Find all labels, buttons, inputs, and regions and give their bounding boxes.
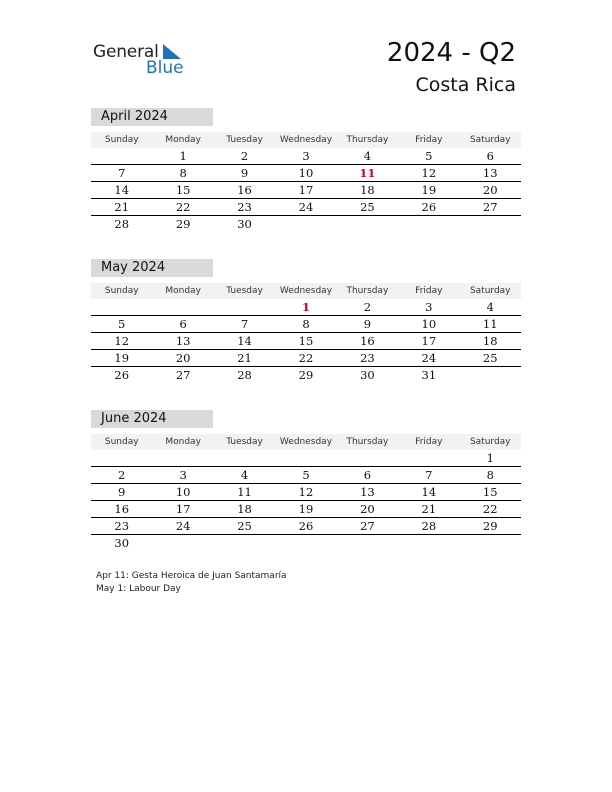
day-cell: 10 bbox=[421, 317, 437, 331]
day-cell: 2 bbox=[118, 468, 126, 482]
weekday-sunday: Sunday bbox=[104, 135, 139, 145]
day-cell: 13 bbox=[360, 485, 375, 499]
day-cell: 26 bbox=[114, 368, 130, 382]
day-cell: 11 bbox=[482, 317, 498, 331]
weekday-monday: Monday bbox=[165, 286, 201, 296]
day-cell: 6 bbox=[363, 468, 372, 482]
week-row bbox=[91, 501, 521, 518]
empty-day-cell bbox=[275, 535, 336, 551]
week-row bbox=[91, 165, 521, 182]
week-row bbox=[91, 518, 521, 535]
holiday-note: May 1: Labour Day bbox=[96, 583, 181, 594]
week-row bbox=[91, 484, 521, 501]
empty-day-cell bbox=[460, 367, 521, 383]
day-cell: 30 bbox=[360, 368, 375, 382]
day-cell: 10 bbox=[175, 485, 191, 499]
day-cell: 15 bbox=[175, 183, 191, 197]
week-row bbox=[91, 299, 521, 316]
day-cell: 6 bbox=[486, 149, 494, 163]
day-cell: 25 bbox=[482, 351, 498, 365]
week-row bbox=[91, 148, 521, 165]
weekday-tuesday: Tuesday bbox=[226, 437, 263, 447]
weekday-friday: Friday bbox=[415, 437, 443, 447]
day-cell: 4 bbox=[240, 468, 249, 482]
day-cell: 18 bbox=[482, 334, 498, 348]
weekday-thursday: Thursday bbox=[346, 286, 389, 296]
empty-day-cell bbox=[214, 450, 275, 466]
day-cell: 14 bbox=[237, 334, 252, 348]
week-row bbox=[91, 450, 521, 467]
day-cell: 8 bbox=[486, 468, 494, 482]
day-cell: 20 bbox=[360, 502, 375, 516]
day-cell: 24 bbox=[421, 351, 437, 365]
empty-day-cell bbox=[398, 450, 459, 466]
day-cell: 22 bbox=[298, 351, 314, 365]
day-cell: 17 bbox=[298, 183, 314, 197]
day-cell: 10 bbox=[298, 166, 314, 180]
day-cell: 6 bbox=[179, 317, 187, 331]
weekday-friday: Friday bbox=[415, 286, 443, 296]
country-name: Costa Rica bbox=[415, 74, 516, 96]
generalblue-logo bbox=[93, 40, 193, 80]
day-cell: 16 bbox=[360, 334, 375, 348]
month-label: May 2024 bbox=[91, 259, 213, 277]
day-cell: 2 bbox=[363, 300, 372, 314]
day-cell: 14 bbox=[114, 183, 130, 197]
day-cell: 18 bbox=[360, 183, 375, 197]
empty-day-cell bbox=[275, 216, 336, 232]
day-cell: 19 bbox=[421, 183, 437, 197]
day-cell: 24 bbox=[175, 519, 191, 533]
day-cell: 17 bbox=[421, 334, 437, 348]
day-cell: 30 bbox=[114, 536, 130, 550]
weekday-thursday: Thursday bbox=[346, 135, 389, 145]
month-april bbox=[91, 108, 521, 232]
day-cell: 20 bbox=[482, 183, 498, 197]
day-cell: 26 bbox=[421, 200, 437, 214]
day-cell: 9 bbox=[240, 166, 249, 180]
day-cell: 31 bbox=[421, 368, 437, 382]
day-cell: 21 bbox=[237, 351, 252, 365]
weekday-header bbox=[91, 434, 521, 450]
month-label: April 2024 bbox=[91, 108, 213, 126]
day-cell: 14 bbox=[421, 485, 437, 499]
day-cell: 7 bbox=[240, 317, 249, 331]
day-cell: 12 bbox=[298, 485, 314, 499]
day-cell: 15 bbox=[482, 485, 498, 499]
day-cell: 20 bbox=[175, 351, 191, 365]
weekday-wednesday: Wednesday bbox=[279, 437, 333, 447]
empty-day-cell bbox=[337, 450, 398, 466]
empty-day-cell bbox=[91, 148, 152, 164]
day-cell: 23 bbox=[360, 351, 375, 365]
day-cell: 24 bbox=[298, 200, 314, 214]
week-row bbox=[91, 199, 521, 216]
weekday-thursday: Thursday bbox=[346, 437, 389, 447]
empty-day-cell bbox=[337, 216, 398, 232]
empty-day-cell bbox=[398, 216, 459, 232]
empty-day-cell bbox=[275, 450, 336, 466]
day-cell: 9 bbox=[118, 485, 126, 499]
weekday-monday: Monday bbox=[165, 437, 201, 447]
holiday-day-cell: 1 bbox=[301, 300, 310, 314]
week-row bbox=[91, 182, 521, 199]
day-cell: 7 bbox=[118, 166, 126, 180]
day-cell: 12 bbox=[114, 334, 130, 348]
weekday-sunday: Sunday bbox=[104, 437, 139, 447]
week-row bbox=[91, 467, 521, 484]
day-cell: 29 bbox=[175, 217, 191, 231]
day-cell: 8 bbox=[302, 317, 310, 331]
weekday-wednesday: Wednesday bbox=[279, 286, 333, 296]
day-cell: 21 bbox=[114, 200, 130, 214]
day-cell: 21 bbox=[421, 502, 437, 516]
day-cell: 1 bbox=[179, 149, 187, 163]
day-cell: 3 bbox=[302, 149, 310, 163]
weekday-tuesday: Tuesday bbox=[226, 286, 263, 296]
day-cell: 11 bbox=[237, 485, 252, 499]
empty-day-cell bbox=[91, 299, 152, 315]
day-cell: 15 bbox=[298, 334, 314, 348]
week-row bbox=[91, 316, 521, 333]
day-cell: 7 bbox=[425, 468, 433, 482]
weekday-sunday: Sunday bbox=[104, 286, 139, 296]
week-row bbox=[91, 367, 521, 383]
weekday-tuesday: Tuesday bbox=[226, 135, 263, 145]
day-cell: 4 bbox=[363, 149, 372, 163]
weekday-saturday: Saturday bbox=[469, 135, 511, 145]
day-cell: 3 bbox=[425, 300, 433, 314]
day-cell: 18 bbox=[237, 502, 252, 516]
empty-day-cell bbox=[152, 450, 213, 466]
month-label: June 2024 bbox=[91, 410, 213, 428]
holiday-notes bbox=[96, 570, 287, 595]
day-cell: 23 bbox=[114, 519, 130, 533]
logo-text-blue: Blue bbox=[146, 58, 184, 78]
day-cell: 27 bbox=[482, 200, 498, 214]
page-title: 2024 - Q2 bbox=[386, 38, 516, 68]
empty-day-cell bbox=[337, 535, 398, 551]
day-cell: 9 bbox=[363, 317, 372, 331]
day-cell: 28 bbox=[421, 519, 437, 533]
day-cell: 4 bbox=[486, 300, 494, 314]
week-row bbox=[91, 350, 521, 367]
day-cell: 23 bbox=[237, 200, 252, 214]
week-row bbox=[91, 333, 521, 350]
empty-day-cell bbox=[398, 535, 459, 551]
weekday-header bbox=[91, 283, 521, 299]
day-cell: 5 bbox=[302, 468, 310, 482]
day-cell: 29 bbox=[482, 519, 498, 533]
day-cell: 27 bbox=[360, 519, 375, 533]
week-row bbox=[91, 535, 521, 551]
weekday-wednesday: Wednesday bbox=[279, 135, 333, 145]
day-cell: 13 bbox=[482, 166, 498, 180]
day-cell: 22 bbox=[482, 502, 498, 516]
day-cell: 13 bbox=[175, 334, 191, 348]
weekday-monday: Monday bbox=[165, 135, 201, 145]
day-cell: 16 bbox=[114, 502, 130, 516]
day-cell: 30 bbox=[237, 217, 252, 231]
day-cell: 19 bbox=[298, 502, 314, 516]
weekday-saturday: Saturday bbox=[469, 286, 511, 296]
logo-text-general: General bbox=[93, 42, 159, 62]
empty-day-cell bbox=[460, 535, 521, 551]
day-cell: 22 bbox=[175, 200, 191, 214]
day-cell: 1 bbox=[486, 451, 494, 465]
day-cell: 29 bbox=[298, 368, 314, 382]
day-cell: 28 bbox=[237, 368, 252, 382]
weekday-saturday: Saturday bbox=[469, 437, 511, 447]
day-cell: 8 bbox=[179, 166, 187, 180]
empty-day-cell bbox=[460, 216, 521, 232]
month-may bbox=[91, 259, 521, 383]
day-cell: 5 bbox=[425, 149, 433, 163]
day-cell: 25 bbox=[237, 519, 252, 533]
empty-day-cell bbox=[152, 299, 213, 315]
day-cell: 25 bbox=[360, 200, 375, 214]
day-cell: 28 bbox=[114, 217, 130, 231]
week-row bbox=[91, 216, 521, 232]
empty-day-cell bbox=[152, 535, 213, 551]
day-cell: 2 bbox=[240, 149, 249, 163]
day-cell: 19 bbox=[114, 351, 130, 365]
day-cell: 16 bbox=[237, 183, 252, 197]
day-cell: 5 bbox=[118, 317, 126, 331]
day-cell: 17 bbox=[175, 502, 191, 516]
holiday-note: Apr 11: Gesta Heroica de Juan Santamaría bbox=[96, 571, 287, 581]
empty-day-cell bbox=[91, 450, 152, 466]
holiday-day-cell: 11 bbox=[359, 166, 376, 180]
day-cell: 26 bbox=[298, 519, 314, 533]
day-cell: 27 bbox=[175, 368, 191, 382]
empty-day-cell bbox=[214, 299, 275, 315]
day-cell: 3 bbox=[179, 468, 187, 482]
month-june bbox=[91, 410, 521, 551]
day-cell: 12 bbox=[421, 166, 437, 180]
weekday-header bbox=[91, 132, 521, 148]
empty-day-cell bbox=[214, 535, 275, 551]
weekday-friday: Friday bbox=[415, 135, 443, 145]
